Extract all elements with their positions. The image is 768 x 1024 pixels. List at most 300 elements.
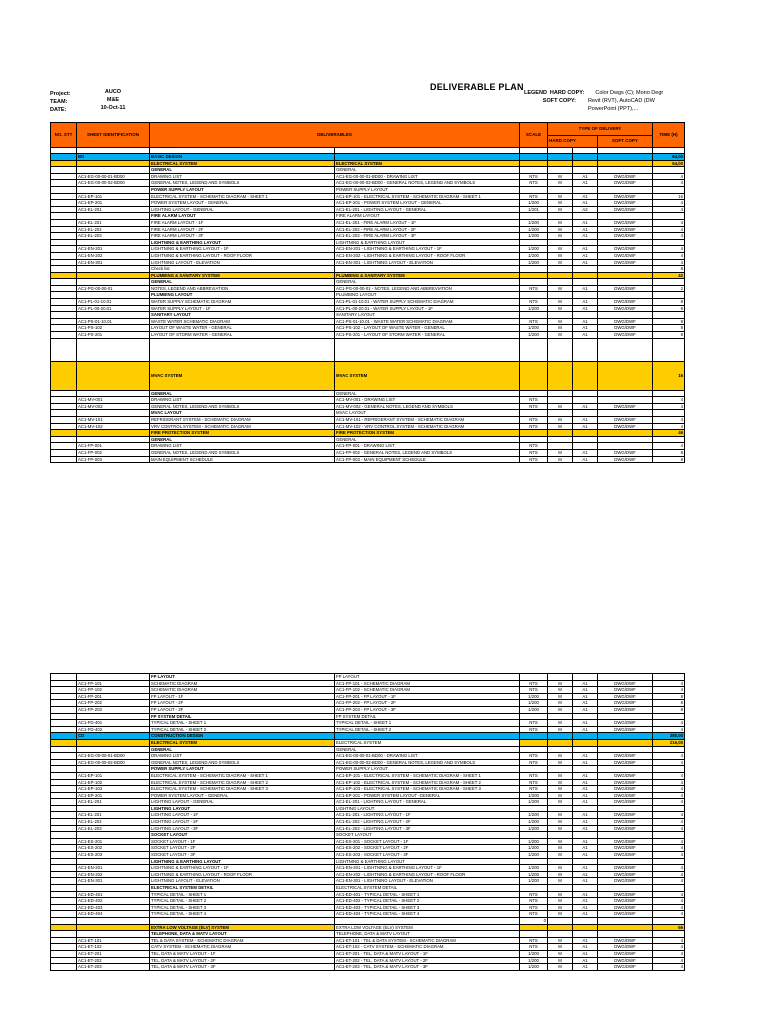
paper-size-cell: A1 bbox=[573, 200, 598, 207]
grp-row bbox=[51, 766, 685, 773]
team-label: TEAM: bbox=[50, 99, 68, 105]
table-row bbox=[51, 891, 685, 898]
grp-row bbox=[51, 390, 685, 397]
deliverable-cell: LIGHTNING LAYOUT - ELEVATION bbox=[150, 259, 335, 266]
no-cell bbox=[51, 957, 77, 964]
table-row bbox=[51, 397, 685, 404]
sheet-id-cell bbox=[77, 931, 150, 938]
sheet-id-cell bbox=[77, 430, 150, 437]
paper-size-cell: A1 bbox=[573, 891, 598, 898]
deliverable-cell: SOCKET LAYOUT - 1F bbox=[150, 838, 335, 845]
time-cell bbox=[653, 713, 685, 720]
paper-size-cell bbox=[573, 213, 598, 220]
time-cell: 8 bbox=[653, 449, 685, 456]
deliverable-detail-cell: AC1-ES-203 - SOCKET LAYOUT - 3F bbox=[335, 852, 520, 859]
sheet-id-cell: AC1-FP-202 bbox=[77, 700, 150, 707]
deliverable-detail-cell: AC1-EG-00-00-01-BD00 - DRAWING LIST bbox=[335, 753, 520, 760]
sheet-id-cell: AC1-ES-202 bbox=[77, 845, 150, 852]
soft-copy-cell: DWG/DWF bbox=[598, 456, 653, 463]
paper-size-cell: A1 bbox=[573, 706, 598, 713]
scale-cell: NTS bbox=[520, 318, 548, 325]
sheet-id-cell: AC1-EG-00-00-01-BD00 bbox=[77, 753, 150, 760]
deliverable-detail-cell: AC1-EP-103 - ELECTRICAL SYSTEM - SCHEMATIC DIAGRAM - SHEET 3 bbox=[335, 786, 520, 793]
scale-cell: 1/200 bbox=[520, 233, 548, 240]
time-cell bbox=[653, 885, 685, 892]
soft-copy-cell: DWG/DWF bbox=[598, 173, 653, 180]
sheet-id-cell: AC1-FD-402 bbox=[77, 726, 150, 733]
deliverable-detail-cell: AC1-EN-201 - LIGHTNING & EARTHING LAYOUT - 1F bbox=[335, 865, 520, 872]
deliverable-cell: TEL, DATA & MATV LAYOUT - 2F bbox=[150, 957, 335, 964]
no-cell bbox=[51, 858, 77, 865]
hard-copy-mode-cell: M bbox=[548, 845, 573, 852]
soft-copy-cell: DWG/DWF bbox=[598, 786, 653, 793]
time-cell: 4 bbox=[653, 812, 685, 819]
sheet-id-cell: AC1-EP-101 bbox=[77, 193, 150, 200]
paper-size-cell: A1 bbox=[573, 680, 598, 687]
deliverable-detail-cell: AC1-PS-102 - LAYOUT OF WASTE WATER - GENERAL bbox=[335, 325, 520, 332]
scale-cell bbox=[520, 733, 548, 740]
time-cell: 4 bbox=[653, 726, 685, 733]
scale-cell bbox=[520, 410, 548, 417]
time-cell bbox=[653, 167, 685, 174]
col-deliverables: DELIVERABLES bbox=[150, 123, 520, 148]
deliverable-detail-cell: AC1-EP-101 - ELECTRICAL SYSTEM - SCHEMATIC DIAGRAM - SHEET 1 bbox=[335, 772, 520, 779]
hard-copy-mode-cell: M bbox=[548, 772, 573, 779]
deliverable-detail-cell: AC1-EL-201 - LIGHTING LAYOUT - GENERAL bbox=[335, 799, 520, 806]
no-cell bbox=[51, 891, 77, 898]
deliverable-cell: GENERAL NOTES, LEGEND AND SYMBOLS bbox=[150, 759, 335, 766]
deliverable-detail-cell: AC1-FP-002 - GENERAL NOTES, LEGEND AND SYMBOLS bbox=[335, 449, 520, 456]
soft-copy-cell: DWG/DWF bbox=[598, 693, 653, 700]
table-row bbox=[51, 871, 685, 878]
hard-copy-mode-cell: M bbox=[548, 911, 573, 918]
deliverable-detail-cell: AC1-EL-201 - FIRE ALARM LAYOUT - 1F bbox=[335, 219, 520, 226]
no-cell bbox=[51, 720, 77, 727]
soft-copy-cell: DWG/DWF bbox=[598, 871, 653, 878]
scale-cell bbox=[520, 154, 548, 161]
table-row bbox=[51, 838, 685, 845]
deliverable-cell: LIGHTING LAYOUT - GENERAL bbox=[150, 799, 335, 806]
hard-copy-mode-cell bbox=[548, 931, 573, 938]
hard-copy-mode-cell bbox=[548, 167, 573, 174]
deliverable-detail-cell: AC1-EP-201 - POWER SYSTEM LAYOUT -GENERAL bbox=[335, 792, 520, 799]
hard-copy-mode-cell: M bbox=[548, 786, 573, 793]
time-cell: 4 bbox=[653, 173, 685, 180]
scale-cell bbox=[520, 160, 548, 167]
sheet-id-cell bbox=[77, 160, 150, 167]
hard-copy-mode-cell bbox=[548, 272, 573, 279]
hard-copy-mode-cell: M bbox=[548, 838, 573, 845]
scale-cell bbox=[520, 858, 548, 865]
soft-copy-cell: DWG/DWF bbox=[598, 193, 653, 200]
deliverable-detail-cell: FP SYSTEM DETAIL bbox=[335, 713, 520, 720]
no-cell bbox=[51, 825, 77, 832]
no-cell bbox=[51, 154, 77, 161]
scale-cell: NTS bbox=[520, 456, 548, 463]
sheet-id-cell: AC1-EL-201 bbox=[77, 799, 150, 806]
deliverable-cell: SOCKET LAYOUT - 2F bbox=[150, 845, 335, 852]
scale-cell: NTS bbox=[520, 403, 548, 410]
scale-cell: 1/200 bbox=[520, 325, 548, 332]
soft-copy-cell: DWG/DWF bbox=[598, 865, 653, 872]
soft-copy-cell: DWG/DWF bbox=[598, 299, 653, 306]
soft-copy-cell bbox=[598, 390, 653, 397]
sheet-id-cell bbox=[77, 674, 150, 681]
deliverable-cell: TYPICAL DETAIL - SHEET 2 bbox=[150, 898, 335, 905]
paper-size-cell: A1 bbox=[573, 878, 598, 885]
time-cell bbox=[653, 931, 685, 938]
sheet-id-cell: AC1-ES-201 bbox=[77, 838, 150, 845]
time-cell: 4 bbox=[653, 687, 685, 694]
hard-copy-mode-cell: M bbox=[548, 799, 573, 806]
scale-cell: 1/200 bbox=[520, 838, 548, 845]
hard-copy-mode-cell: M bbox=[548, 878, 573, 885]
deliverable-cell: PLUMBING & SANITARY SYSTEM bbox=[150, 272, 335, 279]
scale-cell bbox=[520, 766, 548, 773]
no-cell bbox=[51, 766, 77, 773]
deliverable-cell: ELECTRICAL SYSTEM - SCHEMATIC DIAGRAM - SHEET 1 bbox=[150, 772, 335, 779]
hard-copy-mode-cell bbox=[548, 924, 573, 931]
scale-cell bbox=[520, 167, 548, 174]
time-cell: 4 bbox=[653, 904, 685, 911]
sheet-id-cell: AC1-EG-00-00-01-BD00 bbox=[77, 173, 150, 180]
deliverable-cell: MAIN EQUIPMENT SCHEDULE bbox=[150, 456, 335, 463]
sheet-id-cell: AC1-PG-00-00-01 bbox=[77, 285, 150, 292]
paper-size-cell bbox=[573, 924, 598, 931]
scale-cell: 1/200 bbox=[520, 252, 548, 259]
deliverable-detail-cell: AC1-EN-202 - LIGHTNING & EARTHING LAYOUT - ROOF FLOOR bbox=[335, 871, 520, 878]
hard-copy-mode-cell: M bbox=[548, 779, 573, 786]
paper-size-cell: A1 bbox=[573, 911, 598, 918]
no-cell bbox=[51, 246, 77, 253]
sheet-id-cell: AC1-EN-301 bbox=[77, 878, 150, 885]
scale-cell: NTS bbox=[520, 180, 548, 187]
hard-copy-mode-cell: M bbox=[548, 891, 573, 898]
date-label: DATE: bbox=[50, 107, 67, 113]
scale-cell: NTS bbox=[520, 779, 548, 786]
time-cell bbox=[653, 917, 685, 924]
paper-size-cell: A1 bbox=[573, 937, 598, 944]
soft-copy-cell bbox=[598, 917, 653, 924]
time-cell: 4 bbox=[653, 423, 685, 430]
scale-cell bbox=[520, 805, 548, 812]
paper-size-cell bbox=[573, 739, 598, 746]
deliverable-cell bbox=[150, 338, 335, 361]
scale-cell: 1/200 bbox=[520, 706, 548, 713]
deliverable-cell: TYPICAL DETAIL - SHEET 1 bbox=[150, 891, 335, 898]
deliverable-detail-cell: AC1-EG-00-00-01-BD00 - DRAWING LIST bbox=[335, 173, 520, 180]
no-cell bbox=[51, 292, 77, 299]
time-cell: 16 bbox=[653, 193, 685, 200]
col-scale: SCALE bbox=[520, 123, 548, 148]
scale-cell: NTS bbox=[520, 911, 548, 918]
deliverable-detail-cell: AC1-FP-203 - FP LAYOUT - 3F bbox=[335, 706, 520, 713]
no-cell bbox=[51, 200, 77, 207]
time-cell: 4 bbox=[653, 845, 685, 852]
time-cell: 4 bbox=[653, 226, 685, 233]
table-row bbox=[51, 299, 685, 306]
time-cell bbox=[653, 312, 685, 319]
deliverable-detail-cell: AC1-EL-203 - LIGHTING LAYOUT - 3F bbox=[335, 825, 520, 832]
paper-size-cell: A1 bbox=[573, 325, 598, 332]
deliverable-cell: DRAWING LIST bbox=[150, 397, 335, 404]
time-cell: 4 bbox=[653, 878, 685, 885]
deliverable-cell: FP LAYOUT - 3F bbox=[150, 706, 335, 713]
grp-row bbox=[51, 805, 685, 812]
scale-cell bbox=[520, 924, 548, 931]
paper-size-cell: A1 bbox=[573, 792, 598, 799]
no-cell bbox=[51, 299, 77, 306]
paper-size-cell bbox=[573, 885, 598, 892]
no-cell bbox=[51, 193, 77, 200]
sec-row bbox=[51, 924, 685, 931]
deliverable-cell: FIRE ALARM LAYOUT - 1F bbox=[150, 219, 335, 226]
scale-cell: 1/200 bbox=[520, 878, 548, 885]
grp-row bbox=[51, 885, 685, 892]
scale-cell bbox=[520, 272, 548, 279]
scale-cell: NTS bbox=[520, 944, 548, 951]
deliverable-cell: TEL, DATA & MATV LAYOUT - 1F bbox=[150, 950, 335, 957]
time-cell: 4 bbox=[653, 944, 685, 951]
paper-size-cell: A1 bbox=[573, 825, 598, 832]
sheet-id-cell: AC1-FP-003 bbox=[77, 456, 150, 463]
time-cell: 4 bbox=[653, 957, 685, 964]
time-cell bbox=[653, 292, 685, 299]
deliverable-detail-cell: AC1-PS-01-10.01 - WASTE WATER SCHEMATIC DIAGRAM bbox=[335, 318, 520, 325]
scale-cell: NTS bbox=[520, 726, 548, 733]
legend-label: LEGEND bbox=[524, 90, 547, 96]
time-cell: 8 bbox=[653, 706, 685, 713]
deliverable-detail-cell: LIGHTNING & EARTHING LAYOUT bbox=[335, 239, 520, 246]
paper-size-cell bbox=[573, 390, 598, 397]
no-cell bbox=[51, 443, 77, 450]
scale-cell: 1/200 bbox=[520, 871, 548, 878]
sheet-id-cell bbox=[77, 338, 150, 361]
soft-copy-cell bbox=[598, 397, 653, 404]
paper-size-cell bbox=[573, 713, 598, 720]
time-cell bbox=[653, 239, 685, 246]
sheet-id-cell: AC1-ED-401 bbox=[77, 891, 150, 898]
hard-copy-mode-cell: M bbox=[548, 957, 573, 964]
scale-cell: 1/200 bbox=[520, 819, 548, 826]
paper-size-cell: A1 bbox=[573, 753, 598, 760]
legend-soft-value-2: PowerPoint (PPT),... bbox=[588, 106, 639, 112]
paper-size-cell: A1 bbox=[573, 332, 598, 339]
deliverable-cell: WASTE WATER SCHEMATIC DIAGRAM bbox=[150, 318, 335, 325]
paper-size-cell bbox=[573, 186, 598, 193]
deliverable-cell: REFRIGERANT SYSTEM - SCHEMATIC DIAGRAM bbox=[150, 417, 335, 424]
paper-size-cell bbox=[573, 733, 598, 740]
sheet-id-cell: AC1-ED-403 bbox=[77, 904, 150, 911]
table-row bbox=[51, 792, 685, 799]
deliverable-detail-cell: LIGHTING LAYOUT bbox=[335, 805, 520, 812]
soft-copy-cell bbox=[598, 272, 653, 279]
time-cell: 4 bbox=[653, 180, 685, 187]
sheet-id-cell: AC1-FP-002 bbox=[77, 449, 150, 456]
table-row bbox=[51, 819, 685, 826]
scale-cell bbox=[520, 674, 548, 681]
no-cell bbox=[51, 805, 77, 812]
soft-copy-cell bbox=[598, 443, 653, 450]
deliverable-cell: ELECTRICAL SYSTEM - SCHEMATIC DIAGRAM - SHEET 3 bbox=[150, 786, 335, 793]
deliverable-cell: TYPICAL DETAIL - SHEET 3 bbox=[150, 904, 335, 911]
scale-cell: NTS bbox=[520, 759, 548, 766]
scale-cell: 1/200 bbox=[520, 700, 548, 707]
table-row bbox=[51, 845, 685, 852]
table-row bbox=[51, 898, 685, 905]
paper-size-cell: A2 bbox=[573, 206, 598, 213]
soft-copy-cell: DWG/DWF bbox=[598, 852, 653, 859]
no-cell bbox=[51, 700, 77, 707]
hard-copy-mode-cell bbox=[548, 733, 573, 740]
no-cell bbox=[51, 792, 77, 799]
table-row bbox=[51, 950, 685, 957]
deliverable-cell: MVAC SYSTEM bbox=[150, 361, 335, 390]
paper-size-cell bbox=[573, 746, 598, 753]
scale-cell: 1/200 bbox=[520, 950, 548, 957]
scale-cell bbox=[520, 213, 548, 220]
scale-cell bbox=[520, 746, 548, 753]
sheet-id-cell bbox=[77, 436, 150, 443]
grp-row bbox=[51, 292, 685, 299]
table-header-row bbox=[51, 123, 685, 136]
hard-copy-mode-cell: M bbox=[548, 305, 573, 312]
soft-copy-cell bbox=[598, 213, 653, 220]
sheet-id-cell: AC1-EG-00-00-02-BD00 bbox=[77, 180, 150, 187]
time-cell: 4 bbox=[653, 937, 685, 944]
time-cell: 4 bbox=[653, 206, 685, 213]
deliverable-detail-cell: FP LAYOUT bbox=[335, 674, 520, 681]
no-cell bbox=[51, 680, 77, 687]
paper-size-cell bbox=[573, 430, 598, 437]
sheet-id-cell: AC1-EP-103 bbox=[77, 786, 150, 793]
soft-copy-cell bbox=[598, 430, 653, 437]
no-cell bbox=[51, 403, 77, 410]
table-row bbox=[51, 325, 685, 332]
hard-copy-mode-cell: M bbox=[548, 700, 573, 707]
paper-size-cell: A1 bbox=[573, 700, 598, 707]
paper-size-cell: A1 bbox=[573, 779, 598, 786]
paper-size-cell: A1 bbox=[573, 904, 598, 911]
no-cell bbox=[51, 898, 77, 905]
grp-row bbox=[51, 186, 685, 193]
paper-size-cell: A1 bbox=[573, 233, 598, 240]
sheet-id-cell: AC1-ET-101 bbox=[77, 937, 150, 944]
scale-cell: 1/200 bbox=[520, 957, 548, 964]
scale-cell bbox=[520, 713, 548, 720]
soft-copy-cell bbox=[598, 167, 653, 174]
grp-row bbox=[51, 832, 685, 839]
no-cell bbox=[51, 332, 77, 339]
sheet-id-cell bbox=[77, 832, 150, 839]
time-cell: 2 bbox=[653, 285, 685, 292]
paper-size-cell: A1 bbox=[573, 812, 598, 819]
time-cell bbox=[653, 805, 685, 812]
scale-cell: 1/200 bbox=[520, 825, 548, 832]
no-cell bbox=[51, 272, 77, 279]
sec-row bbox=[51, 739, 685, 746]
hard-copy-mode-cell: M bbox=[548, 173, 573, 180]
table-row bbox=[51, 786, 685, 793]
deliverable-cell: FP LAYOUT - 1F bbox=[150, 693, 335, 700]
deliverable-detail-cell: FIRE ALARM LAYOUT bbox=[335, 213, 520, 220]
table-row bbox=[51, 687, 685, 694]
hard-copy-mode-cell: M bbox=[548, 226, 573, 233]
deliverable-detail-cell: FIRE PROTECTION SYSTEM bbox=[335, 430, 520, 437]
sheet-id-cell: AC1-EN-201 bbox=[77, 246, 150, 253]
scale-cell: NTS bbox=[520, 898, 548, 905]
paper-size-cell: A1 bbox=[573, 173, 598, 180]
table-row bbox=[51, 456, 685, 463]
deliverable-cell: ELECTRICAL SYSTEM - SCHEMATIC DIAGRAM - SHEET 2 bbox=[150, 779, 335, 786]
soft-copy-cell: DWG/DWF bbox=[598, 898, 653, 905]
hard-copy-mode-cell: M bbox=[548, 456, 573, 463]
grp-row bbox=[51, 279, 685, 286]
deliverable-cell: PLUMBING LAYOUT bbox=[150, 292, 335, 299]
deliverable-cell: GENERAL bbox=[150, 436, 335, 443]
table-row bbox=[51, 403, 685, 410]
no-cell bbox=[51, 786, 77, 793]
deliverable-detail-cell: AC1-EN-301 - LIGHTNING LAYOUT - ELEVATION bbox=[335, 259, 520, 266]
soft-copy-cell: DWG/DWF bbox=[598, 219, 653, 226]
deliverable-detail-cell: AC1-EL-202 - FIRE ALARM LAYOUT - 2F bbox=[335, 226, 520, 233]
time-cell bbox=[653, 338, 685, 361]
sheet-id-cell bbox=[77, 924, 150, 931]
time-cell: 4 bbox=[653, 964, 685, 971]
deliverable-cell: Check list bbox=[150, 266, 335, 273]
hard-copy-mode-cell: M bbox=[548, 318, 573, 325]
sheet-id-cell: AC1-EL-203 bbox=[77, 825, 150, 832]
deliverable-cell: FIRE ALARM LAYOUT - 3F bbox=[150, 233, 335, 240]
no-cell bbox=[51, 819, 77, 826]
paper-size-cell: A1 bbox=[573, 693, 598, 700]
table-row bbox=[51, 219, 685, 226]
hard-copy-mode-cell: M bbox=[548, 403, 573, 410]
hard-copy-mode-cell: M bbox=[548, 687, 573, 694]
deliverable-detail-cell: AC1-ED-402 - TYPICAL DETAIL - SHEET 2 bbox=[335, 898, 520, 905]
deliverable-cell: POWER SUPPLY LAYOUT bbox=[150, 766, 335, 773]
time-cell: 8 bbox=[653, 325, 685, 332]
paper-size-cell: A1 bbox=[573, 285, 598, 292]
grp-row bbox=[51, 213, 685, 220]
deliverable-cell: TEL, DATA & MATV LAYOUT - 3F bbox=[150, 964, 335, 971]
soft-copy-cell: DWG/DWF bbox=[598, 252, 653, 259]
deliverable-cell: LIGHTNING & EARTHING LAYOUT - ROOF FLOOR bbox=[150, 871, 335, 878]
deliverable-detail-cell: AC1-EG-00-00-02-BD00 - GENERAL NOTES, LEGEND AND SYMBOLS bbox=[335, 759, 520, 766]
soft-copy-cell bbox=[598, 766, 653, 773]
time-cell: 8 bbox=[653, 299, 685, 306]
soft-copy-cell bbox=[598, 713, 653, 720]
table-row bbox=[51, 759, 685, 766]
paper-size-cell bbox=[573, 674, 598, 681]
time-cell: 4 bbox=[653, 417, 685, 424]
soft-copy-cell: DWG/DWF bbox=[598, 332, 653, 339]
table-row bbox=[51, 825, 685, 832]
hard-copy-mode-cell: M bbox=[548, 180, 573, 187]
no-cell bbox=[51, 779, 77, 786]
deliverable-detail-cell: SOCKET LAYOUT bbox=[335, 832, 520, 839]
deliverable-detail-cell: PLUMBING & SANITARY SYSTEM bbox=[335, 272, 520, 279]
no-cell bbox=[51, 259, 77, 266]
soft-copy-cell bbox=[598, 924, 653, 931]
no-cell bbox=[51, 338, 77, 361]
scale-cell: 1/200 bbox=[520, 964, 548, 971]
soft-copy-cell: DWG/DWF bbox=[598, 878, 653, 885]
no-cell bbox=[51, 436, 77, 443]
deliverable-cell: LIGHTING LAYOUT - 2F bbox=[150, 819, 335, 826]
sec-row bbox=[51, 272, 685, 279]
hard-copy-mode-cell bbox=[548, 338, 573, 361]
